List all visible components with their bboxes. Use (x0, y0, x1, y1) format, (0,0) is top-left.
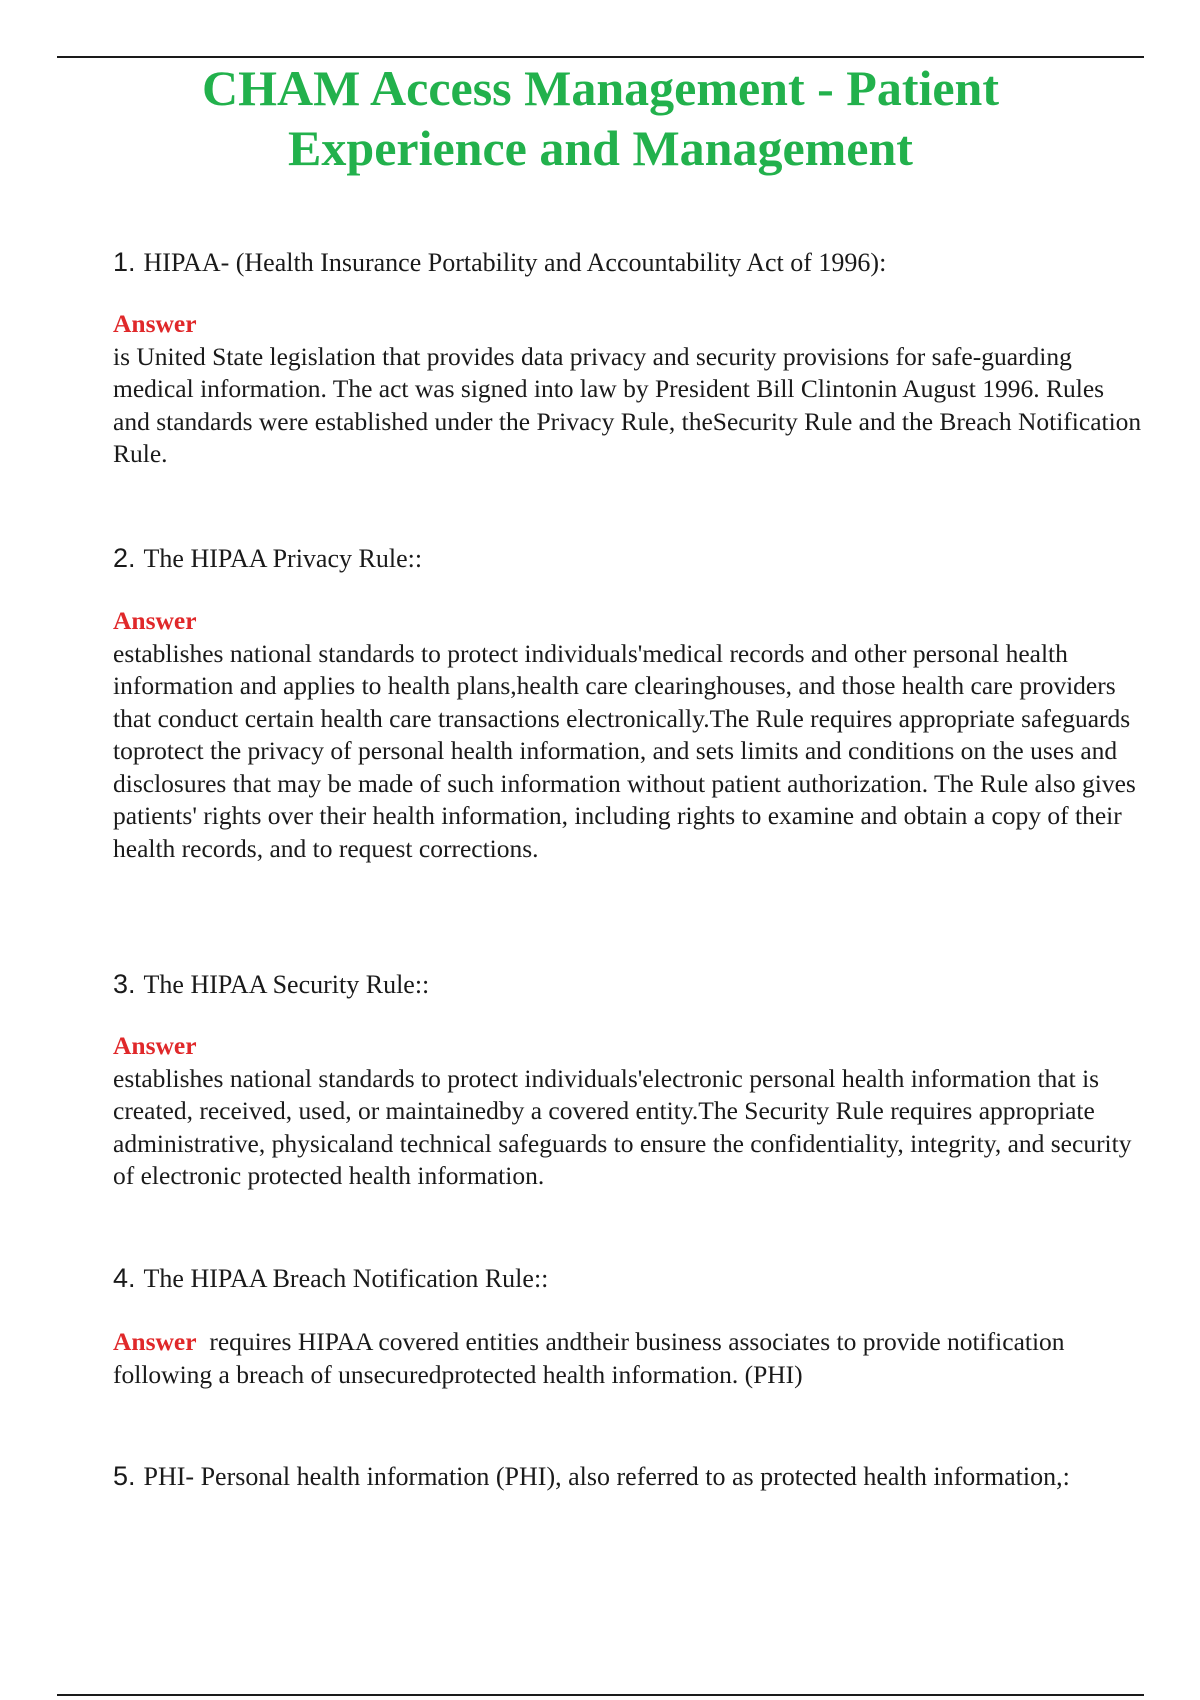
answer-label: Answer (113, 1327, 197, 1356)
question-number: 5. (113, 1461, 136, 1491)
answer-text: establishes national standards to protect individuals'medical records and other personal health information and applies to health plans,health care clearinghouses, and those health care providers that conduct certain health care transactions electronically.The Rule requires appropriate safeguards toprotect the privacy of personal health information, and sets limits and conditions on the uses and disclosures that may be made of such information without patient authorization. The Rule also gives patients' rights over their health information, including rights to examine and obtain a copy of their health records, and to request corrections. (113, 638, 1136, 863)
answer-3 (113, 1030, 1143, 1193)
question-text: The HIPAA Privacy Rule:: (143, 544, 423, 573)
question-number: 2. (113, 543, 136, 573)
question-text: The HIPAA Security Rule:: (143, 970, 430, 999)
answer-label: Answer (113, 309, 197, 338)
answer-label: Answer (113, 1031, 197, 1060)
answer-4 (113, 1326, 1143, 1391)
question-number: 1. (113, 247, 136, 277)
question-4 (113, 1262, 1143, 1295)
question-5 (113, 1460, 1143, 1493)
page-title (57, 58, 1144, 178)
title-line-1: CHAM Access Management - Patient (201, 60, 1000, 116)
question-text: PHI- Personal health information (PHI), also referred to as protected health information,: (143, 1462, 1070, 1491)
question-text: The HIPAA Breach Notification Rule:: (143, 1264, 549, 1293)
answer-2 (113, 605, 1143, 865)
question-2 (113, 542, 1143, 575)
question-number: 4. (113, 1263, 136, 1293)
bottom-divider (57, 1694, 1144, 1696)
question-1 (113, 246, 1143, 279)
question-text: HIPAA- (Health Insurance Portability and Accountability Act of 1996): (143, 248, 887, 277)
answer-1 (113, 308, 1143, 471)
question-3 (113, 968, 1143, 1001)
answer-text: establishes national standards to protect individuals'electronic personal health information that is created, received, used, or maintainedby a covered entity.The Security Rule requires appropriate administrative, physicaland technical safeguards to ensure the confidentiality, integrity, and security of electronic protected health information. (113, 1063, 1132, 1190)
question-number: 3. (113, 969, 136, 999)
answer-text: is United State legislation that provides data privacy and security provisions for safe-guarding medical information. The act was signed into law by President Bill Clintonin August 1996. Rules and standards were established under the Privacy Rule, theSecurity Rule and the Breach Notification Rule. (113, 341, 1142, 468)
title-line-2: Experience and Management (288, 120, 913, 176)
answer-label: Answer (113, 606, 197, 635)
answer-text: requires HIPAA covered entities andtheir business associates to provide notification following a breach of unsecuredprotected health information. (PHI) (113, 1327, 1065, 1389)
